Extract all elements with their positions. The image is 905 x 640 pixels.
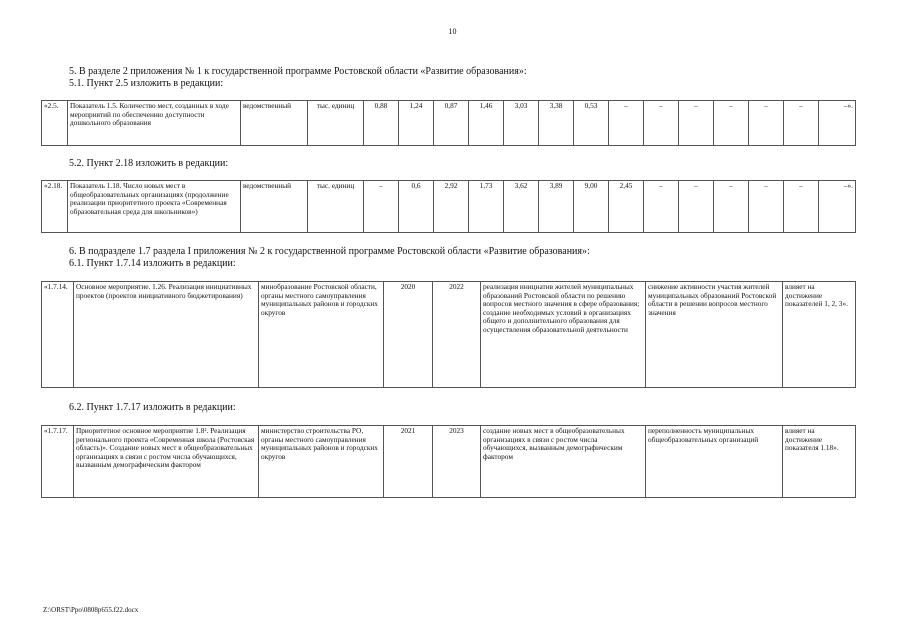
item-number: «1.7.14. — [42, 282, 74, 388]
table-item-2-5 — [41, 100, 856, 146]
value-cell: – — [609, 101, 644, 146]
indicator-name: Показатель 1.18. Число новых мест в общеобразовательных организациях (продолжение реализации приоритетного проекта «Современная образовательная среда для школьников») — [68, 181, 241, 233]
value-cell: 1,73 — [469, 181, 504, 233]
indicator-type: ведомственный — [241, 101, 308, 146]
value-cell: 3,38 — [539, 101, 574, 146]
indicator-link: влияет на достижение показателя 1.18». — [783, 426, 856, 498]
table-row — [42, 181, 856, 233]
table-item-1-7-14 — [41, 281, 856, 388]
value-cell: – — [679, 181, 714, 233]
value-cell: – — [784, 101, 819, 146]
value-cell: –». — [819, 181, 856, 233]
value-cell: 9,00 — [574, 181, 609, 233]
expected-result: создание новых мест в общеобразовательных организациях в связи с ростом числа обучающихся, вызванным демографическим фактором — [481, 426, 646, 498]
value-cell: 0,88 — [364, 101, 399, 146]
value-cell: 2,45 — [609, 181, 644, 233]
indicator-link: влияет на достижение показателей 1, 2, 3». — [783, 282, 856, 388]
value-cell: 0,87 — [434, 101, 469, 146]
item-number: «1.7.17. — [42, 426, 74, 498]
section-5-1-heading: 5.1. Пункт 2.5 изложить в редакции: — [69, 78, 224, 89]
measure-name: Приоритетное основное мероприятие 1.8². Реализация регионального проекта «Современная школа (Ростовская область)». Создание новых мест в общеобразовательных организациях в связи с ростом числа обучающихся, вызванным демографическим фактором — [74, 426, 259, 498]
value-cell: – — [679, 101, 714, 146]
consequence: снижение активности участия жителей муниципальных образований Ростовской области в решении вопросов местного значения — [646, 282, 783, 388]
table-item-2-18 — [41, 180, 856, 233]
value-cell: 0,53 — [574, 101, 609, 146]
value-cell: 2,92 — [434, 181, 469, 233]
table-item-1-7-17 — [41, 425, 856, 498]
value-cell: – — [749, 101, 784, 146]
table-row — [42, 426, 856, 498]
consequence: переполненность муниципальных общеобразовательных организаций — [646, 426, 783, 498]
executor: министерство строительства РО, органы местного самоуправления муниципальных районов и городских округов — [259, 426, 384, 498]
value-cell: – — [714, 101, 749, 146]
unit: тыс. единиц — [308, 101, 364, 146]
value-cell: 3,03 — [504, 101, 539, 146]
section-6-1-heading: 6.1. Пункт 1.7.14 изложить в редакции: — [69, 258, 236, 269]
section-6-2-heading: 6.2. Пункт 1.7.17 изложить в редакции: — [69, 402, 236, 413]
start-year: 2021 — [384, 426, 433, 498]
value-cell: 3,62 — [504, 181, 539, 233]
section-5-2-heading: 5.2. Пункт 2.18 изложить в редакции: — [69, 158, 229, 169]
value-cell: – — [644, 101, 679, 146]
value-cell: – — [644, 181, 679, 233]
unit: тыс. единиц — [308, 181, 364, 233]
file-path-footer: Z:\ORST\Ppo\0808p655.f22.docx — [43, 606, 139, 614]
executor: минобразование Ростовской области, органы местного самоуправления муниципальных районов и городских округов — [259, 282, 384, 388]
value-cell: – — [784, 181, 819, 233]
start-year: 2020 — [384, 282, 433, 388]
item-number: «2.5. — [42, 101, 68, 146]
end-year: 2023 — [433, 426, 481, 498]
item-number: «2.18. — [42, 181, 68, 233]
measure-name: Основное мероприятие. 1.26. Реализация инициативных проектов (проектов инициативного бюджетирования) — [74, 282, 259, 388]
value-cell: – — [749, 181, 784, 233]
value-cell: 3,89 — [539, 181, 574, 233]
expected-result: реализация инициатив жителей муниципальных образований Ростовской области по решению вопросов местного значения в сфере образования; создание необходимых условий в организациях общего и дополнительного образования для осуществления образовательной деятельности — [481, 282, 646, 388]
section-5-heading: 5. В разделе 2 приложения № 1 к государственной программе Ростовской области «Развитие образования»: — [69, 66, 527, 77]
value-cell: 1,46 — [469, 101, 504, 146]
indicator-type: ведомственный — [241, 181, 308, 233]
value-cell: 1,24 — [399, 101, 434, 146]
page-number: 10 — [448, 27, 457, 36]
table-row — [42, 101, 856, 146]
table-row — [42, 282, 856, 388]
indicator-name: Показатель 1.5. Количество мест, созданных в ходе мероприятий по обеспечению доступности дошкольного образования — [68, 101, 241, 146]
value-cell: – — [364, 181, 399, 233]
value-cell: – — [714, 181, 749, 233]
end-year: 2022 — [433, 282, 481, 388]
value-cell: –». — [819, 101, 856, 146]
section-6-heading: 6. В подразделе 1.7 раздела I приложения № 2 к государственной программе Ростовской области «Развитие образования»: — [69, 246, 590, 257]
value-cell: 0,6 — [399, 181, 434, 233]
